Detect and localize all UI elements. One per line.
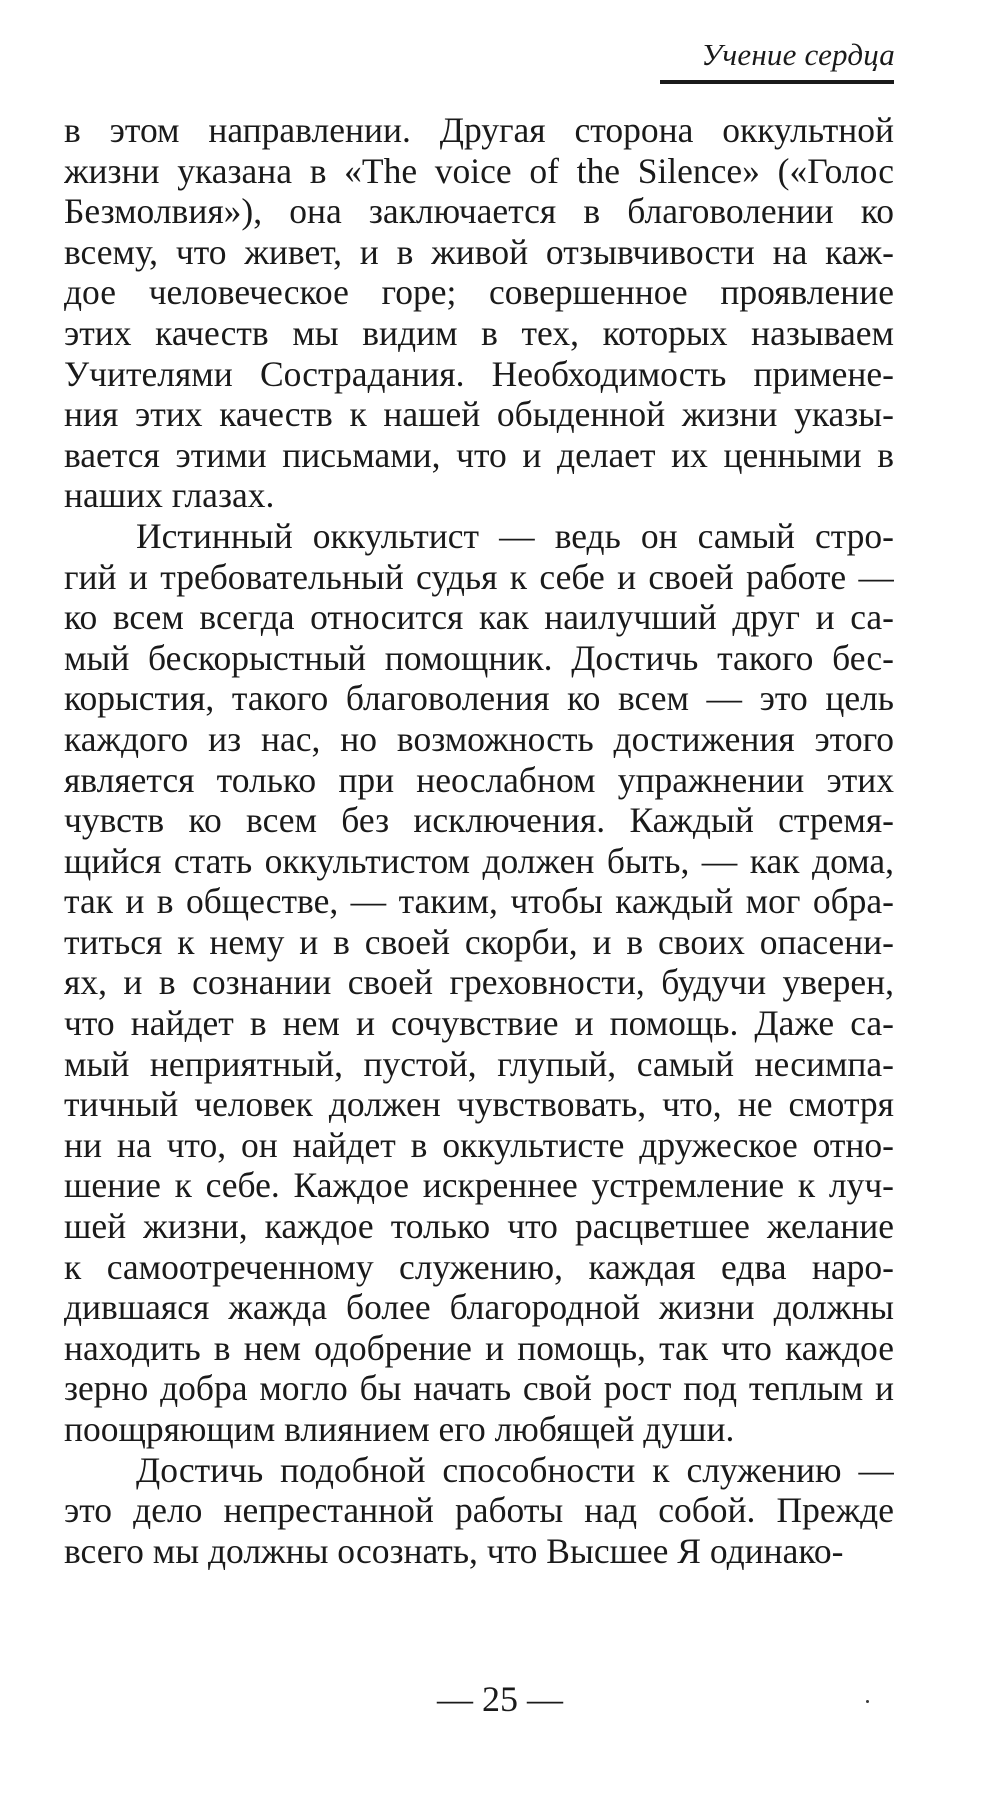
text-line: каждого из нас, но возможность достижения этого xyxy=(64,718,894,759)
text-line: корыстия, такого благоволения ко всем — это цель xyxy=(64,678,894,719)
text-line: ни на что, он найдет в оккультисте дружеское отно- xyxy=(64,1124,894,1165)
text-line: чувств ко всем без исключения. Каждый стремя- xyxy=(64,800,894,841)
text-line: шей жизни, каждое только что расцветшее желание xyxy=(64,1206,894,1247)
body-text xyxy=(64,110,894,1571)
page-number: — 25 — xyxy=(437,1679,563,1719)
text-line: что найдет в нем и сочувствие и помощь. Даже са- xyxy=(64,1003,894,1044)
text-line: в этом направлении. Другая сторона оккультной xyxy=(64,110,894,150)
text-line: всему, что живет, и в живой отзывчивости на каж- xyxy=(64,231,894,272)
text-line: этих качеств мы видим в тех, которых называем xyxy=(64,312,894,353)
text-line: поощряющим влиянием его любящей души. xyxy=(64,1409,735,1449)
text-line: титься к нему и в своей скорби, и в своих опасени- xyxy=(64,921,894,962)
text-line: находить в нем одобрение и помощь, так что каждое xyxy=(64,1327,894,1368)
text-line: всего мы должны осознать, что Высшее Я одинако- xyxy=(64,1530,844,1571)
text-line: это дело непрестанной работы над собой. Прежде xyxy=(64,1490,894,1531)
text-line: так и в обществе, — таким, чтобы каждый мог обра- xyxy=(64,881,894,922)
text-line: ния этих качеств к нашей обыденной жизни указы- xyxy=(64,394,894,435)
running-header-title: Учение сердца xyxy=(701,37,895,72)
text-line: дившаяся жажда более благородной жизни должны xyxy=(64,1287,894,1328)
text-line: мый неприятный, пустой, глупый, самый несимпа- xyxy=(64,1043,894,1084)
text-line: ях, и в сознании своей греховности, будучи уверен, xyxy=(64,962,894,1003)
text-line: наших глазах. xyxy=(64,475,275,516)
text-line: шение к себе. Каждое искреннее устремление к луч- xyxy=(64,1165,894,1206)
text-line: Истинный оккультист — ведь он самый стро- xyxy=(136,515,894,556)
text-line: дое человеческое горе; совершенное проявление xyxy=(64,272,894,313)
text-line: к самоотреченному служению, каждая едва наро- xyxy=(64,1246,894,1287)
print-speck xyxy=(866,1700,869,1703)
text-line: жизни указана в «The voice of the Silence» («Голос xyxy=(64,150,894,191)
paragraph xyxy=(64,110,894,516)
text-line: гий и требовательный судья к себе и своей работе — xyxy=(64,556,894,597)
text-line: тичный человек должен чувствовать, что, не смотря xyxy=(64,1084,894,1125)
paragraph xyxy=(64,1450,894,1572)
header-rule xyxy=(660,80,894,84)
text-line: вается этими письмами, что и делает их ценными в xyxy=(64,434,894,475)
text-line: является только при неослабном упражнении этих xyxy=(64,759,894,800)
text-line: мый бескорыстный помощник. Достичь такого бес- xyxy=(64,637,894,678)
text-line: Достичь подобной способности к служению — xyxy=(136,1449,894,1490)
paragraph xyxy=(64,516,894,1450)
text-line: Безмолвия»), она заключается в благоволении ко xyxy=(64,191,894,232)
text-line: зерно добра могло бы начать свой рост под теплым и xyxy=(64,1368,894,1409)
text-line: щийся стать оккультистом должен быть, — как дома, xyxy=(64,840,894,881)
text-line: ко всем всегда относится как наилучший друг и са- xyxy=(64,597,894,638)
text-line: Учителями Сострадания. Необходимость примене- xyxy=(64,353,894,394)
